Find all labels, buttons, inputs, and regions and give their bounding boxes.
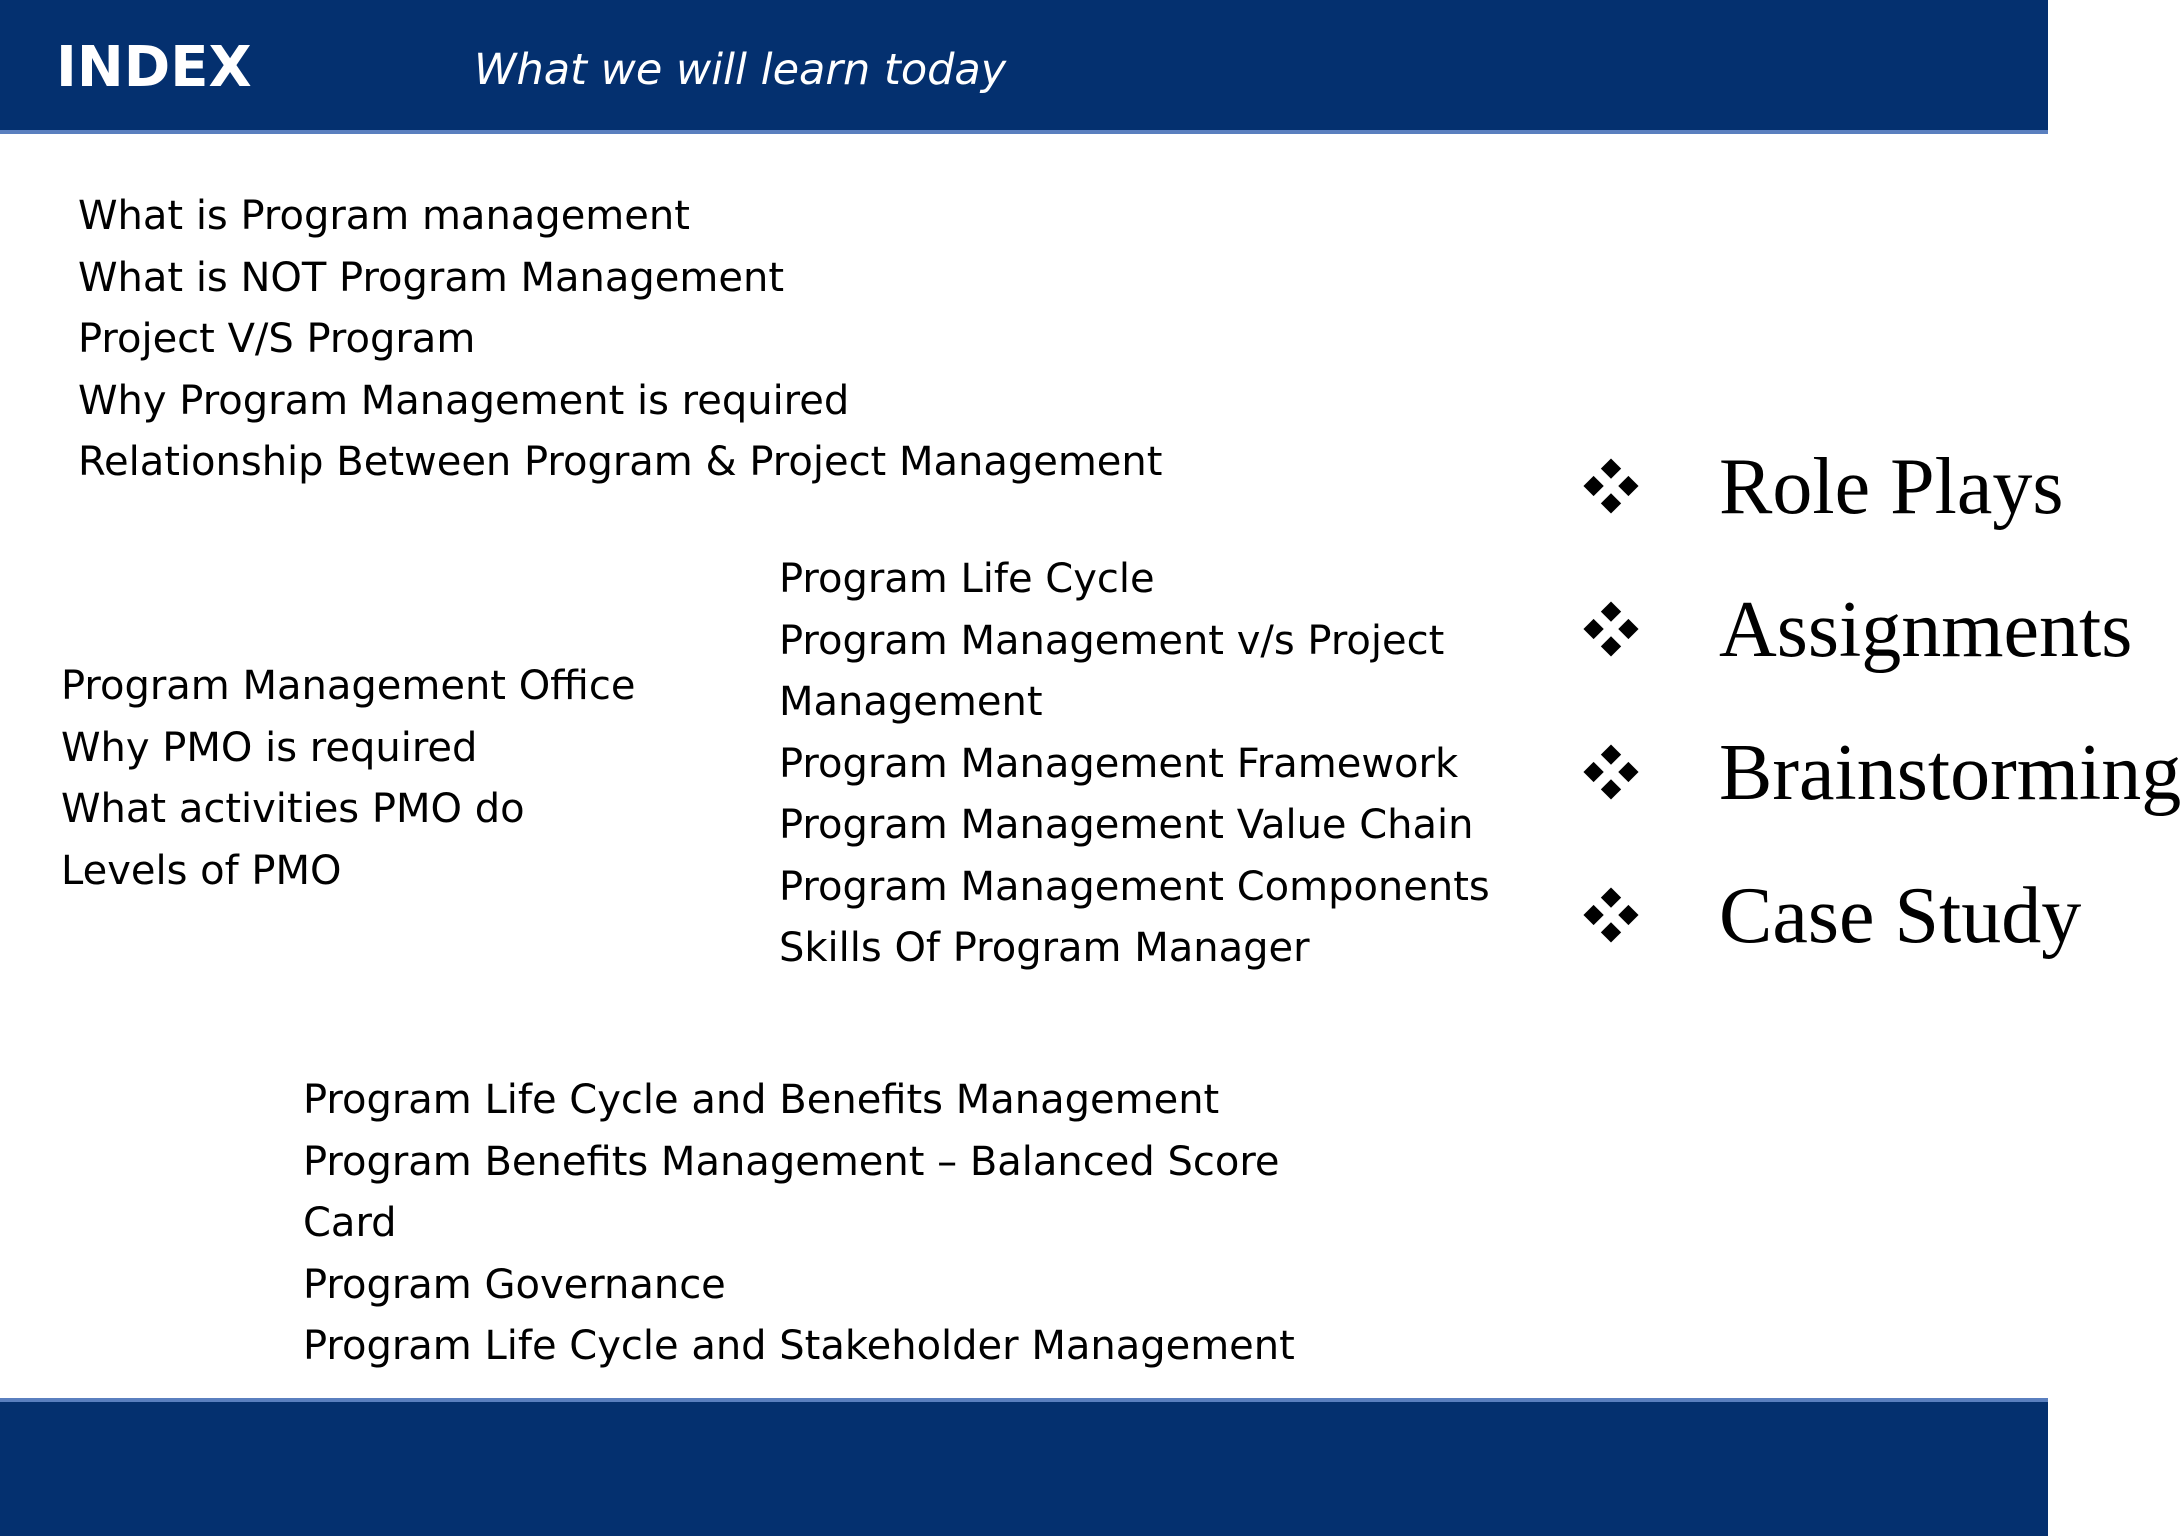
topic-item: Relationship Between Program & Project Management xyxy=(78,439,1163,485)
topic-item: Program Management Components xyxy=(779,863,1490,910)
topic-item: Program Benefits Management – Balanced Score xyxy=(303,1138,1280,1185)
activity-label: Case Study xyxy=(1719,872,2082,960)
topic-item: Program Management v/s Project xyxy=(779,617,1445,664)
topic-item: Program Management Value Chain xyxy=(779,802,1474,848)
program-core-topic-list xyxy=(779,549,1490,980)
activity-label: Assignments xyxy=(1719,586,2133,674)
footer-bar xyxy=(0,1398,2048,1536)
topic-item: Program Management Office xyxy=(61,663,636,709)
topic-item: Program Life Cycle xyxy=(779,556,1155,602)
topic-item: Program Management Framework xyxy=(779,740,1459,787)
topic-item: What is NOT Program Management xyxy=(78,254,785,301)
lifecycle-topic-list xyxy=(303,1070,1295,1378)
four-diamond-bullet-icon xyxy=(1582,600,1640,658)
topic-item: What activities PMO do xyxy=(61,786,525,832)
topic-item: Skills Of Program Manager xyxy=(779,925,1310,971)
topic-item: Program Life Cycle and Stakeholder Management xyxy=(303,1323,1295,1369)
topic-item: Why Program Management is required xyxy=(78,377,850,424)
four-diamond-bullet-icon xyxy=(1582,886,1640,944)
activity-label: Brainstorming xyxy=(1719,729,2181,817)
slide-title: INDEX xyxy=(56,35,252,100)
topic-item: Program Governance xyxy=(303,1261,726,1308)
topic-item: Project V/S Program xyxy=(78,316,476,362)
slide-subtitle: What we will learn today xyxy=(474,45,1007,95)
header-bar xyxy=(0,0,2048,134)
four-diamond-bullet-icon xyxy=(1582,743,1640,801)
topic-item: What is Program management xyxy=(78,193,690,239)
topic-item: Management xyxy=(779,679,1043,725)
topic-item: Program Life Cycle and Benefits Management xyxy=(303,1077,1220,1123)
topic-item: Why PMO is required xyxy=(61,724,478,771)
intro-topic-list xyxy=(78,186,1162,494)
pmo-topic-list xyxy=(61,656,635,902)
topic-item: Card xyxy=(303,1200,397,1246)
four-diamond-bullet-icon xyxy=(1582,457,1640,515)
activity-label: Role Plays xyxy=(1719,443,2064,531)
topic-item: Levels of PMO xyxy=(61,847,342,894)
